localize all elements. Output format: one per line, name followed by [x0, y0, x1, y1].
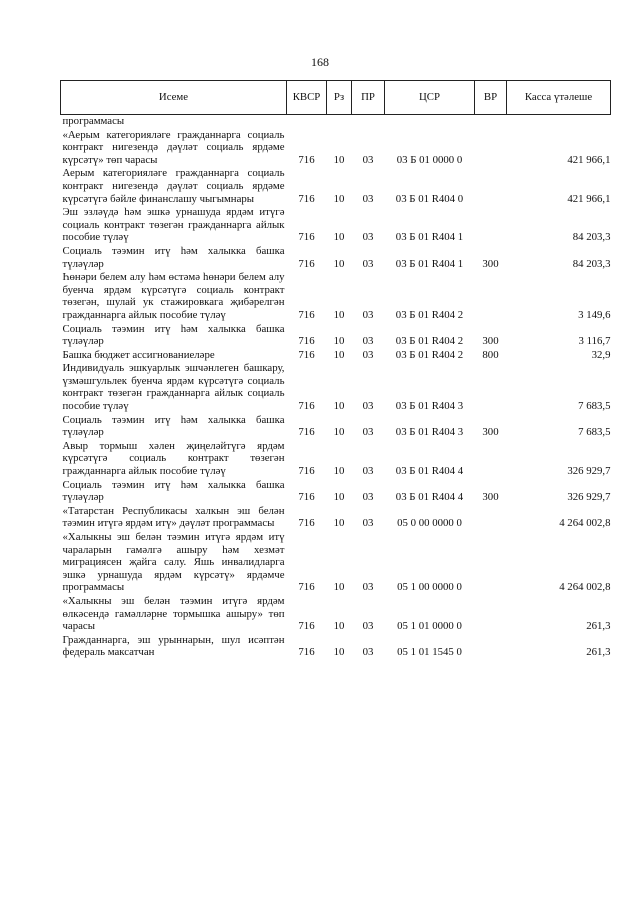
row-vr — [475, 128, 507, 167]
row-name: Эш эзләүдә һәм эшкә урнашуда ярдәм итүгә социаль контракт төзегән гражданнарга айлык пособие түләү — [62, 206, 285, 244]
table-row — [61, 115, 611, 128]
row-name: программасы — [62, 115, 125, 127]
row-pr: 03 — [362, 400, 374, 413]
row-name: Социаль тәэмин итү һәм халыкка башка түләүләр — [62, 322, 285, 348]
row-kvsr: 716 — [298, 491, 315, 504]
row-pr: 03 — [362, 517, 374, 530]
row-amount: 261,3 — [586, 646, 611, 659]
row-kvsr: 716 — [298, 231, 315, 244]
row-kvsr: 716 — [298, 426, 315, 439]
row-csr: 03 Б 01 R404 3 — [395, 426, 464, 439]
row-csr: 03 Б 01 R404 2 — [395, 348, 464, 361]
table-row — [61, 348, 611, 362]
row-amount: 3 149,6 — [578, 308, 611, 321]
table-row — [61, 413, 611, 439]
row-rz: 10 — [333, 517, 345, 530]
row-pr: 03 — [362, 192, 374, 205]
row-vr — [475, 633, 507, 659]
row-rz — [327, 115, 352, 128]
row-csr: 03 Б 01 R404 4 — [395, 491, 464, 504]
table-body — [61, 115, 611, 659]
row-name: Социаль тәэмин итү һәм халыкка башка түләүләр — [62, 244, 285, 270]
table-row — [61, 633, 611, 659]
table-row — [61, 128, 611, 167]
row-csr: 05 0 00 0000 0 — [397, 517, 462, 530]
row-pr: 03 — [362, 465, 374, 478]
row-amount: 421 966,1 — [567, 153, 611, 166]
row-vr: 300 — [482, 491, 499, 504]
row-name: «Татарстан Республикасы халкын эш белән тәэмин итүгә ярдәм итү» дәүләт программасы — [62, 504, 285, 530]
row-vr — [475, 205, 507, 244]
row-name: Индивидуаль эшкуарлык эшчәнлеген башкару, үзмәшгульлек буенча ярдәм күрсәтүгә социаль контракт төзегән гражданнарга айлык социаль пособие түләү — [62, 362, 285, 413]
row-vr: 300 — [482, 257, 499, 270]
row-rz: 10 — [333, 348, 345, 361]
row-vr — [475, 166, 507, 205]
row-rz: 10 — [333, 620, 345, 633]
row-kvsr — [287, 115, 327, 128]
row-name: Авыр тормыш хәлен җиңеләйтүгә ярдәм күрсәтүгә социаль контракт төзегән гражданнарга айлык пособие түләү — [62, 439, 285, 478]
row-kvsr: 716 — [298, 620, 315, 633]
row-pr: 03 — [362, 426, 374, 439]
row-pr: 03 — [362, 620, 374, 633]
row-kvsr: 716 — [298, 335, 315, 348]
row-pr: 03 — [362, 153, 374, 166]
row-name: Гражданнарга, эш урыннарын, шул исәптән федераль максатчан — [62, 633, 285, 659]
row-name: Башка бюджет ассигнованиеләре — [62, 348, 215, 361]
table-row — [61, 361, 611, 412]
page-number: 168 — [311, 55, 329, 69]
row-pr: 03 — [362, 646, 374, 659]
row-kvsr: 716 — [298, 348, 315, 361]
row-amount: 84 203,3 — [572, 231, 611, 244]
header-rz: Рз — [327, 81, 352, 115]
table-row — [61, 244, 611, 270]
row-csr: 03 Б 01 R404 1 — [395, 257, 464, 270]
row-rz: 10 — [333, 646, 345, 659]
row-csr: 03 Б 01 R404 0 — [395, 192, 464, 205]
row-csr: 05 1 01 0000 0 — [397, 620, 462, 633]
table-row — [61, 478, 611, 504]
row-amount — [507, 115, 611, 128]
row-name: «Халыкны эш белән тәэмин итүгә ярдәм өлкәсендә гамәлләрне тормышка ашыру» төп чарасы — [62, 594, 285, 633]
row-kvsr: 716 — [298, 517, 315, 530]
row-name: Социаль тәэмин итү һәм халыкка башка түләүләр — [62, 413, 285, 439]
row-csr: 03 Б 01 R404 3 — [395, 400, 464, 413]
row-pr: 03 — [362, 231, 374, 244]
row-amount: 421 966,1 — [567, 192, 611, 205]
row-kvsr: 716 — [298, 465, 315, 478]
row-csr: 03 Б 01 R404 2 — [395, 335, 464, 348]
row-vr — [475, 361, 507, 412]
row-rz: 10 — [333, 491, 345, 504]
row-vr — [475, 594, 507, 633]
row-kvsr: 716 — [298, 153, 315, 166]
row-vr: 300 — [482, 335, 499, 348]
row-rz: 10 — [333, 231, 345, 244]
row-rz: 10 — [333, 153, 345, 166]
row-name: Социаль тәэмин итү һәм халыкка башка түләүләр — [62, 478, 285, 504]
row-rz: 10 — [333, 400, 345, 413]
row-kvsr: 716 — [298, 308, 315, 321]
row-vr: 800 — [482, 348, 499, 361]
row-vr — [475, 530, 507, 594]
row-rz: 10 — [333, 465, 345, 478]
row-amount: 32,9 — [591, 348, 611, 361]
row-rz: 10 — [333, 426, 345, 439]
header-amount: Касса үтәлеше — [507, 81, 611, 115]
row-pr: 03 — [362, 581, 374, 594]
row-amount: 7 683,5 — [578, 400, 611, 413]
row-amount: 3 116,7 — [578, 335, 611, 348]
row-pr — [352, 115, 385, 128]
row-pr: 03 — [362, 335, 374, 348]
table-row — [61, 594, 611, 633]
row-pr: 03 — [362, 257, 374, 270]
row-rz: 10 — [333, 308, 345, 321]
row-csr — [385, 115, 475, 128]
row-name: Аерым категорияләге гражданнарга социаль контракт нигезендә дәүләт социаль ярдәме күрсәтүгә бәйле финанслашу чыгымнары — [62, 167, 285, 205]
row-amount: 84 203,3 — [572, 257, 611, 270]
row-vr: 300 — [482, 426, 499, 439]
row-kvsr: 716 — [298, 257, 315, 270]
row-pr: 03 — [362, 491, 374, 504]
row-name: Һөнәри белем алу һәм өстәмә һөнәри белем алу буенча ярдәм күрсәтүгә социаль контракт төзегән, шулай ук стажировкага җибәрелгән гражданнарга айлык пособие түләү — [62, 271, 285, 321]
row-csr: 05 1 01 1545 0 — [397, 646, 462, 659]
row-csr: 03 Б 01 R404 2 — [395, 308, 464, 321]
budget-table — [60, 80, 611, 659]
row-vr — [475, 504, 507, 530]
row-name: «Аерым категорияләге гражданнарга социаль контракт нигезендә дәүләт социаль ярдәме күрсәтү» төп чарасы — [62, 128, 285, 166]
table-row — [61, 439, 611, 478]
table-row — [61, 504, 611, 530]
header-vr: ВР — [475, 81, 507, 115]
row-amount: 4 264 002,8 — [559, 517, 611, 530]
table-row — [61, 205, 611, 244]
row-kvsr: 716 — [298, 400, 315, 413]
table-row — [61, 322, 611, 348]
header-name: Исеме — [61, 81, 287, 115]
row-vr — [475, 115, 507, 128]
header-csr: ЦСР — [385, 81, 475, 115]
row-name: «Халыкны эш белән тәэмин итүгә ярдәм итү чараларын гамәлгә ашыру һәм хезмәт миграциясен җайга салу. Яшь инвалидларга эшкә урнашуда ярдәм күрсәтү» ярдәмче программасы — [62, 531, 285, 594]
row-amount: 7 683,5 — [578, 426, 611, 439]
row-kvsr: 716 — [298, 646, 315, 659]
row-csr: 03 Б 01 0000 0 — [396, 153, 463, 166]
row-amount: 326 929,7 — [567, 465, 611, 478]
table-row — [61, 530, 611, 594]
row-csr: 05 1 00 0000 0 — [397, 581, 462, 594]
header-pr: ПР — [352, 81, 385, 115]
row-kvsr: 716 — [298, 581, 315, 594]
row-rz: 10 — [333, 192, 345, 205]
row-csr: 03 Б 01 R404 1 — [395, 231, 464, 244]
row-vr — [475, 270, 507, 321]
row-vr — [475, 439, 507, 478]
table-header-row — [61, 81, 611, 115]
table-row — [61, 166, 611, 205]
row-csr: 03 Б 01 R404 4 — [395, 465, 464, 478]
header-kvsr: КВСР — [287, 81, 327, 115]
row-rz: 10 — [333, 257, 345, 270]
row-pr: 03 — [362, 348, 374, 361]
row-rz: 10 — [333, 335, 345, 348]
row-amount: 4 264 002,8 — [559, 581, 611, 594]
row-pr: 03 — [362, 308, 374, 321]
row-rz: 10 — [333, 581, 345, 594]
table-row — [61, 270, 611, 321]
row-amount: 326 929,7 — [567, 491, 611, 504]
row-kvsr: 716 — [298, 192, 315, 205]
row-amount: 261,3 — [586, 620, 611, 633]
